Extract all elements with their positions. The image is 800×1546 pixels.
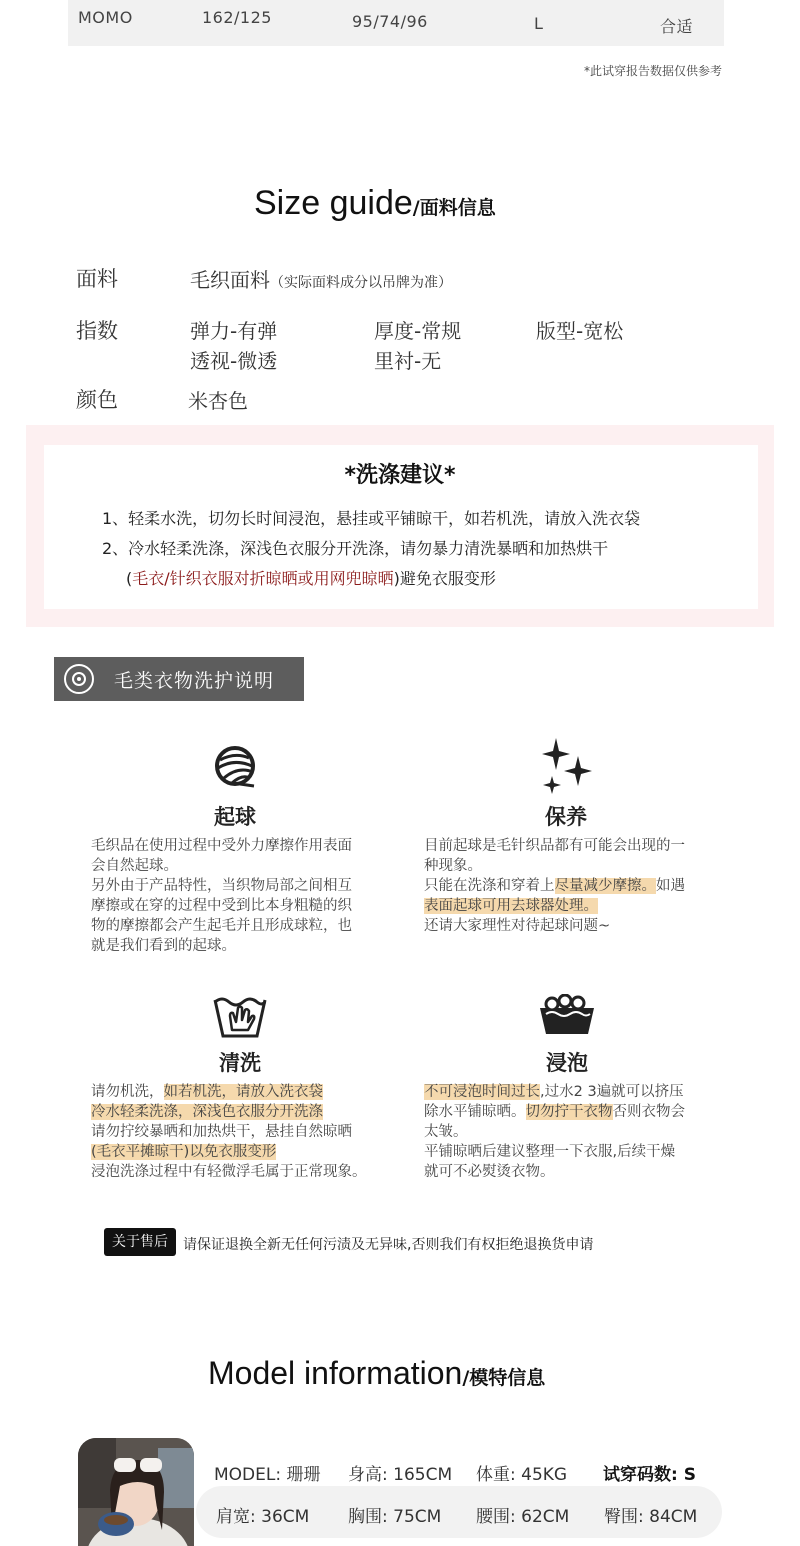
model-shoulder: 肩宽: 36CM	[216, 1507, 310, 1527]
maintenance-title: 保养	[545, 805, 587, 829]
flower-icon	[64, 664, 94, 694]
maintenance-line: 还请大家理性对待起球问题~	[424, 918, 611, 934]
maintenance-text	[424, 836, 685, 936]
tryon-measurements: 95/74/96	[352, 12, 428, 31]
tryon-name: MOMO	[78, 8, 133, 27]
maintenance-highlight: 尽量减少摩擦。	[554, 878, 656, 894]
washing-care-highlight: (毛衣平摊晾干)以免衣服变形	[91, 1144, 277, 1160]
maintenance-line-pre: 只能在洗涤和穿着上	[424, 878, 555, 894]
washing-care-line	[91, 1142, 367, 1162]
soaking-highlight: 切勿拧干衣物	[525, 1104, 613, 1120]
after-sales-text: 请保证退换全新无任何污渍及无异味,否则我们有权拒绝退换货申请	[183, 1237, 594, 1253]
maintenance-line	[424, 896, 685, 916]
soaking-line-post: ,过水2 3遍就可以挤压	[540, 1084, 684, 1100]
hand-wash-icon	[212, 990, 268, 1040]
pilling-line: 毛织品在使用过程中受外力摩擦作用表面	[91, 838, 352, 854]
washing-care-highlight: 冷水轻柔洗涤，深浅色衣服分开洗涤	[91, 1104, 323, 1120]
tryon-fit: 合适	[660, 17, 694, 36]
care-banner-label: 毛类衣物洗护说明	[114, 670, 275, 692]
washing-line-3-red: 毛衣/针织衣服对折晾晒或用网兜晾晒	[132, 569, 394, 588]
maintenance-line	[424, 876, 685, 896]
soaking-line: 平铺晾晒后建议整理一下衣服,后续干燥	[424, 1144, 676, 1160]
sparkle-icon	[540, 738, 594, 794]
maintenance-line: 目前起球是毛针织品都有可能会出现的一	[424, 838, 685, 854]
washing-line-2: 2、冷水轻柔洗涤，深浅色衣服分开洗涤，请勿暴力清洗暴晒和加热烘干	[102, 539, 609, 558]
washing-title: *洗涤建议*	[344, 463, 456, 488]
fabric-row	[190, 264, 452, 293]
washing-care-line	[91, 1082, 367, 1102]
washing-care-line	[91, 1102, 367, 1122]
index-thickness: 厚度-常规	[374, 319, 462, 343]
pilling-title: 起球	[214, 805, 256, 829]
index-transparency: 透视-微透	[190, 349, 278, 373]
yarn-ball-icon	[212, 744, 258, 790]
model-weight: 体重: 45KG	[476, 1465, 568, 1485]
model-try-size: 试穿码数: S	[603, 1465, 696, 1485]
fabric-value: 毛织面料	[190, 268, 270, 292]
tryon-height-weight: 162/125	[202, 8, 272, 27]
index-fit: 版型-宽松	[536, 319, 624, 343]
pilling-line: 就是我们看到的起球。	[91, 938, 236, 954]
washing-line-3-open: (	[126, 569, 133, 588]
model-info-title: Model information	[208, 1355, 463, 1391]
index-label: 指数	[76, 319, 118, 343]
washing-care-text	[91, 1082, 367, 1182]
pilling-line: 物的摩擦都会产生起毛并且形成球粒，也	[91, 918, 352, 934]
maintenance-highlight: 表面起球可用去球器处理。	[424, 898, 598, 914]
model-name: MODEL: 珊珊	[214, 1465, 321, 1485]
soaking-line: 就可不必熨烫衣物。	[424, 1164, 555, 1180]
after-sales-tag: 关于售后	[104, 1228, 176, 1256]
tryon-row	[68, 0, 724, 46]
fabric-label: 面料	[76, 267, 118, 291]
color-label: 颜色	[76, 388, 118, 412]
washing-care-line-pre: 请勿机洗，	[91, 1084, 164, 1100]
index-elasticity: 弹力-有弹	[190, 319, 278, 343]
pilling-text	[91, 836, 352, 956]
soaking-highlight: 不可浸泡时间过长	[424, 1084, 540, 1100]
size-guide-heading	[254, 184, 496, 223]
pilling-line: 会自然起球。	[91, 858, 178, 874]
washing-care-line: 请勿拧绞暴晒和加热烘干，悬挂自然晾晒	[91, 1124, 352, 1140]
model-info-heading	[208, 1355, 545, 1392]
washing-line-3-rest: )避免衣服变形	[393, 569, 496, 588]
soaking-line-post: 否则衣物会	[612, 1104, 685, 1120]
maintenance-line-post: 如遇	[656, 878, 685, 894]
pilling-line: 另外由于产品特性，当织物局部之间相互	[91, 878, 352, 894]
soaking-line: 太皱。	[424, 1124, 468, 1140]
washing-line-3	[126, 566, 496, 589]
model-hip: 臀围: 84CM	[604, 1507, 698, 1527]
soaking-line-pre: 除水平铺晾晒。	[424, 1104, 526, 1120]
soak-basin-icon	[538, 994, 596, 1036]
color-value: 米杏色	[188, 389, 248, 413]
washing-care-highlight: 如若机洗，请放入洗衣袋	[163, 1084, 323, 1100]
model-info-subtitle: /模特信息	[462, 1367, 546, 1389]
soaking-title: 浸泡	[546, 1051, 588, 1075]
model-photo	[78, 1438, 194, 1546]
washing-line-1: 1、轻柔水洗，切勿长时间浸泡，悬挂或平铺晾干，如若机洗，请放入洗衣袋	[102, 509, 641, 528]
washing-care-line: 浸泡洗涤过程中有轻微浮毛属于正常现象。	[91, 1164, 367, 1180]
soaking-text	[424, 1082, 685, 1182]
pilling-line: 摩擦或在穿的过程中受到比本身粗糙的织	[91, 898, 352, 914]
maintenance-line: 种现象。	[424, 858, 482, 874]
tryon-size: L	[534, 14, 544, 33]
soaking-line	[424, 1102, 685, 1122]
model-height: 身高: 165CM	[348, 1465, 453, 1485]
soaking-line	[424, 1082, 685, 1102]
tryon-note: *此试穿报告数据仅供参考	[583, 64, 722, 78]
index-lining: 里衬-无	[374, 349, 442, 373]
size-guide-subtitle: /面料信息	[412, 197, 496, 219]
model-waist: 腰围: 62CM	[476, 1507, 570, 1527]
size-guide-title: Size guide	[254, 184, 413, 222]
washing-care-title: 清洗	[219, 1051, 261, 1075]
fabric-note: （实际面料成分以吊牌为准）	[270, 275, 452, 291]
model-bust: 胸围: 75CM	[348, 1507, 442, 1527]
